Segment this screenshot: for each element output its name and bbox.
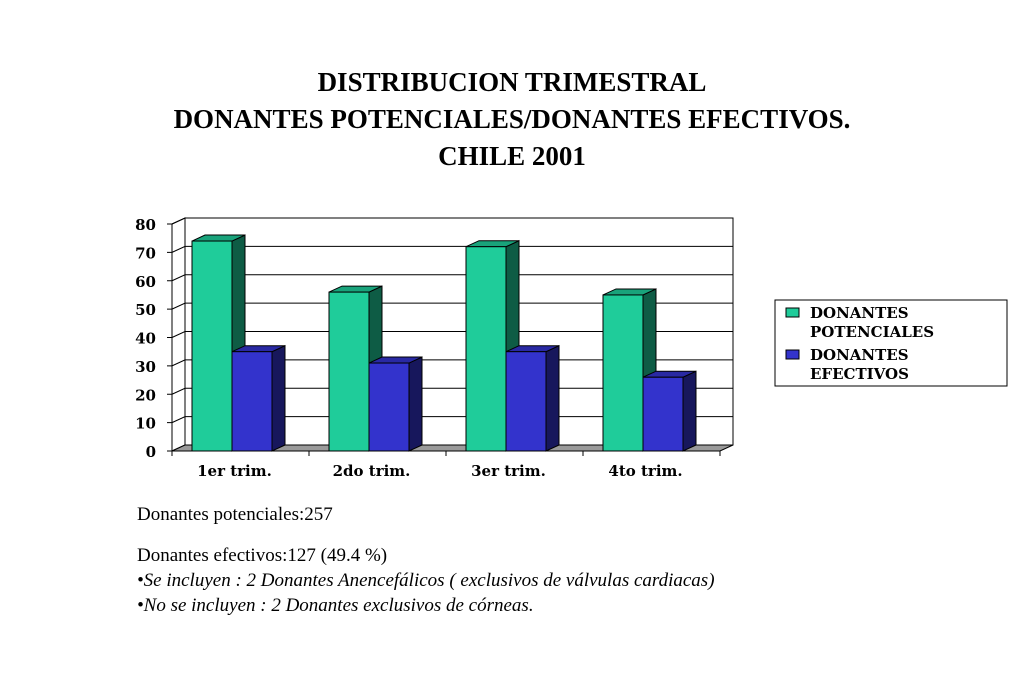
y-tick-label: 70 xyxy=(135,244,156,263)
bar-front xyxy=(603,295,643,451)
bar xyxy=(232,346,285,451)
notes-block xyxy=(137,502,777,618)
x-tick-label: 4to trim. xyxy=(608,462,683,480)
bar xyxy=(506,346,559,451)
bar-front xyxy=(466,247,506,451)
legend xyxy=(775,300,1007,386)
note-bullet-excluded: •No se incluyen : 2 Donantes exclusivos de córneas. xyxy=(137,595,534,616)
bar xyxy=(369,357,422,451)
note-efectivos: Donantes efectivos:127 (49.4 %) xyxy=(137,545,388,566)
bar-side xyxy=(683,371,696,451)
legend-label: EFECTIVOS xyxy=(810,365,909,383)
x-tick-label: 2do trim. xyxy=(332,462,411,480)
legend-label: DONANTES xyxy=(810,304,909,322)
bar-front xyxy=(192,241,232,451)
note-potenciales: Donantes potenciales:257 xyxy=(137,504,333,525)
chart-title-line-2: DONANTES POTENCIALES/DONANTES EFECTIVOS. xyxy=(173,104,851,134)
bar-front xyxy=(643,377,683,451)
legend-swatch xyxy=(786,350,799,359)
y-tick-label: 80 xyxy=(135,216,156,234)
y-tick-label: 40 xyxy=(135,329,156,348)
bar-front xyxy=(506,352,546,451)
legend-label: DONANTES xyxy=(810,346,909,364)
x-tick-label: 3er trim. xyxy=(471,462,546,480)
y-tick-label: 0 xyxy=(145,443,156,461)
y-tick-label: 50 xyxy=(135,301,156,320)
note-bullet-included: •Se incluyen : 2 Donantes Anencefálicos ( exclusivos de válvulas cardiacas) xyxy=(137,570,715,591)
chart-title-line-1: DISTRIBUCION TRIMESTRAL xyxy=(317,67,707,97)
legend-swatch xyxy=(786,308,799,317)
bar xyxy=(643,371,696,451)
bar-front xyxy=(329,292,369,451)
y-tick-label: 20 xyxy=(135,386,156,405)
y-tick-label: 10 xyxy=(135,414,156,433)
y-tick-label: 30 xyxy=(135,357,156,376)
bar-side xyxy=(409,357,422,451)
bar-front xyxy=(369,363,409,451)
y-tick-label: 60 xyxy=(135,272,156,291)
bar-front xyxy=(232,352,272,451)
legend-label: POTENCIALES xyxy=(810,323,935,341)
chart-title-line-3: CHILE 2001 xyxy=(438,141,586,171)
x-tick-label: 1er trim. xyxy=(197,462,272,480)
bar-side xyxy=(546,346,559,451)
bar-side xyxy=(272,346,285,451)
